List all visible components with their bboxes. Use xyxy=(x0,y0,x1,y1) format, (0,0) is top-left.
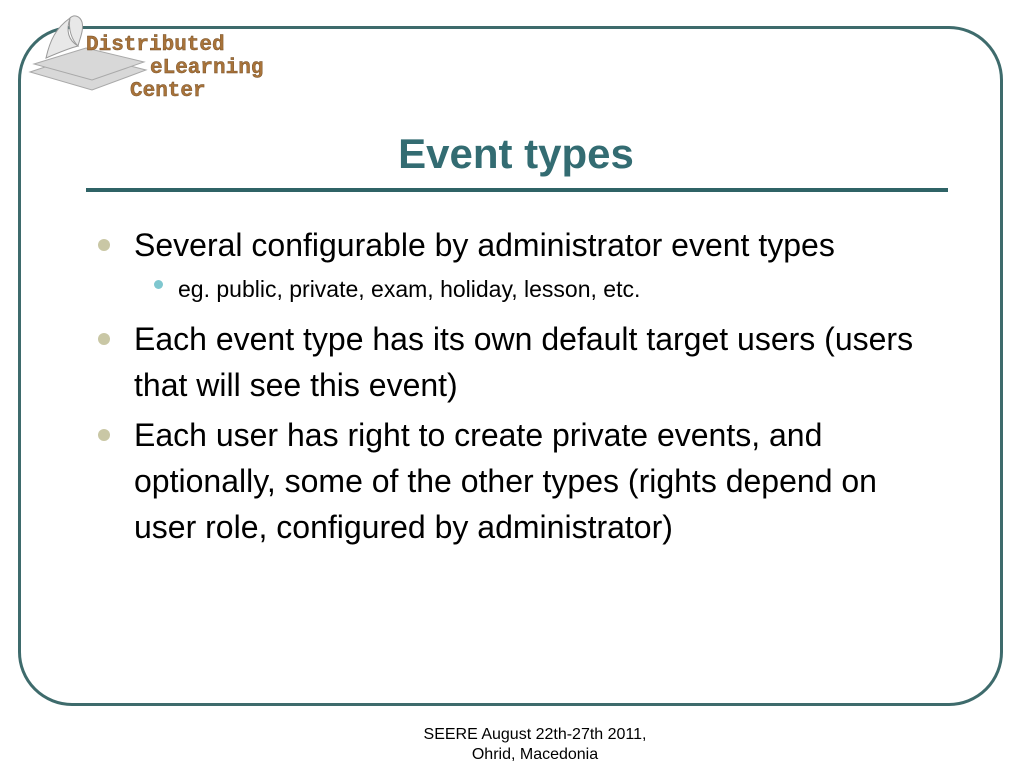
bullet-text: Several configurable by administrator event types xyxy=(134,227,835,263)
logo-line-elearning: eLearning xyxy=(150,57,264,80)
slide-footer xyxy=(380,725,690,765)
sub-bullet-item xyxy=(134,272,936,306)
bullet-item xyxy=(96,222,936,268)
bullet-list xyxy=(96,222,936,554)
footer-line-1: SEERE August 22th-27th 2011, xyxy=(423,726,647,743)
bullet-text: Each user has right to create private events, and optionally, some of the other types (rights depend on user role, configured by administrator) xyxy=(134,417,877,545)
distributed-elearning-center-logo xyxy=(26,10,276,102)
bullet-dot-icon xyxy=(98,333,110,345)
logo-line-distributed: Distributed xyxy=(86,34,225,57)
bullet-text: Each event type has its own default target users (users that will see this event) xyxy=(134,321,914,403)
sub-bullet-text: eg. public, private, exam, holiday, lesson, etc. xyxy=(178,276,641,302)
sub-bullet-dot-icon xyxy=(154,280,163,289)
slide-title: Event types xyxy=(398,130,634,177)
bullet-item xyxy=(96,316,936,408)
bullet-dot-icon xyxy=(98,239,110,251)
bullet-item xyxy=(96,412,936,550)
footer-line-2: Ohrid, Macedonia xyxy=(471,746,599,763)
bullet-dot-icon xyxy=(98,429,110,441)
logo-line-center: Center xyxy=(130,80,206,102)
title-underline xyxy=(86,188,948,192)
